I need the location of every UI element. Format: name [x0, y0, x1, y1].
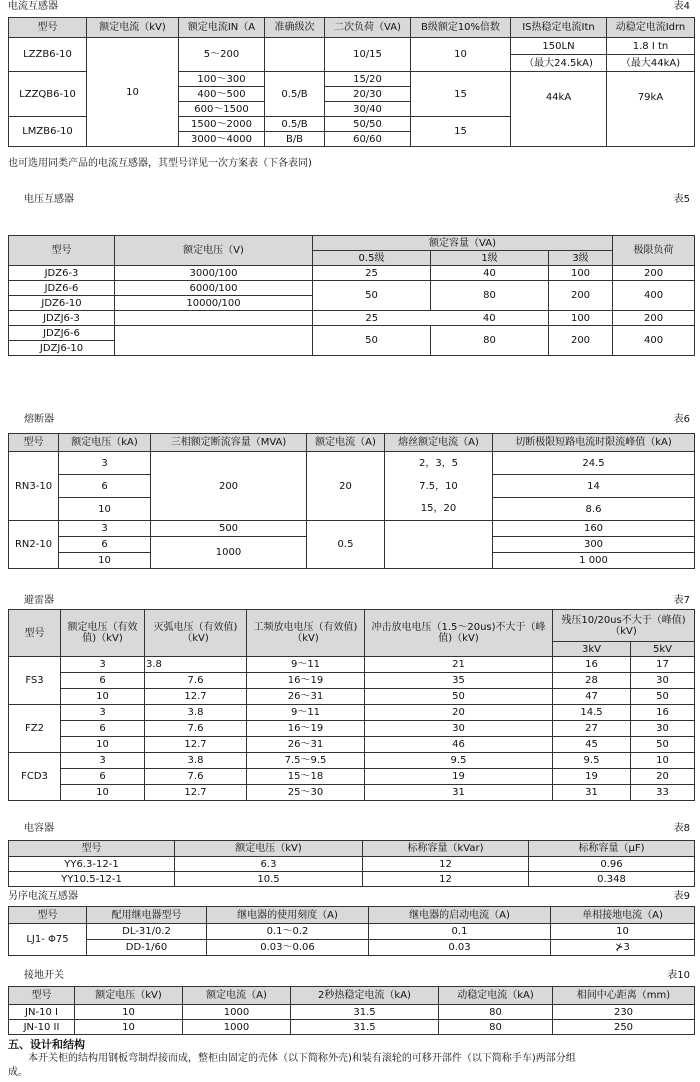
t10-h-thermal: 2秒热稳定电流（kA) — [291, 987, 439, 1005]
t7-cell: 3 — [61, 657, 145, 673]
t7-model-fcd3: FCD3 — [9, 753, 61, 801]
t4-l5: 50/50 — [325, 117, 411, 132]
t5-h-cap: 额定容量（VA) — [313, 236, 613, 251]
t7-cell: 10 — [61, 689, 145, 705]
t4-h-rated-kv: 额定电流（kV) — [87, 18, 179, 38]
table5-head-row — [9, 236, 695, 251]
table-row — [9, 872, 695, 887]
t7-cell: 9.5 — [553, 753, 631, 769]
table4 — [8, 17, 694, 147]
t5-r2-c3: 200 — [549, 281, 613, 311]
t6-fuse1: 2，3，5 — [385, 452, 493, 475]
table-row — [9, 689, 695, 705]
t8-h-model: 型号 — [9, 841, 175, 857]
t4-model-lmzb: LMZB6-10 — [9, 117, 87, 147]
t5-m6: JDZJ6-10 — [9, 341, 115, 356]
table8-header — [8, 822, 694, 836]
t7-cell: 21 — [365, 657, 553, 673]
t5-v5-empty — [115, 326, 313, 356]
t7-h-5kv: 5kV — [631, 642, 695, 657]
t6-fuse2: 7.5，10 — [385, 475, 493, 498]
t7-cell: 16～19 — [247, 673, 365, 689]
t4-in1: 5～200 — [179, 38, 265, 72]
table9 — [8, 906, 694, 956]
t4-th1: 150LN — [511, 38, 607, 55]
t7-cell: 26～31 — [247, 689, 365, 705]
table9-header — [8, 890, 694, 904]
t4-h-load: 二次负荷（VA) — [325, 18, 411, 38]
t7-cell: 3 — [61, 705, 145, 721]
table-row — [9, 785, 695, 801]
t10-cell: 230 — [553, 1005, 695, 1020]
t5-h-volt: 额定电压（V) — [115, 236, 313, 266]
t9-cell: DD-1/60 — [87, 940, 207, 956]
t5-m3: JDZ6-10 — [9, 296, 115, 311]
t4-model-lzzb: LZZB6-10 — [9, 38, 87, 72]
t4-h-thermal: IS热稳定电流Itn — [511, 18, 607, 38]
t7-h-residual: 残压10/20us不大于（峰值)（kV) — [553, 610, 695, 642]
t7-cell: 16 — [553, 657, 631, 673]
t7-cell: 31 — [365, 785, 553, 801]
table-row — [9, 857, 695, 872]
table-row — [9, 924, 695, 940]
table-row — [9, 1005, 695, 1020]
t4-in2: 100～300 — [179, 72, 265, 87]
t7-cell: 7.6 — [145, 769, 247, 785]
t7-cell: 3.8 — [145, 657, 247, 673]
table-row — [9, 311, 695, 326]
table4-head-row — [9, 18, 695, 38]
section5-paragraph — [8, 1052, 694, 1080]
t9-h-scale: 继电器的使用刻度（A) — [207, 907, 369, 924]
t5-r4-c05: 25 — [313, 311, 431, 326]
t7-cell: 20 — [631, 769, 695, 785]
t7-cell: 9.5 — [365, 753, 553, 769]
t7-h-rated: 额定电压（有效值)（kV) — [61, 610, 145, 657]
t7-cell: 45 — [553, 737, 631, 753]
t9-model: LJ1- Φ75 — [9, 924, 87, 956]
t10-cell: 80 — [439, 1005, 553, 1020]
t8-cell: YY6.3-12-1 — [9, 857, 175, 872]
t9-cell: 0.1～0.2 — [207, 924, 369, 940]
t5-r5-c05: 50 — [313, 326, 431, 356]
t5-r5-limit: 400 — [613, 326, 695, 356]
t10-cell: 250 — [553, 1020, 695, 1035]
t5-v4-empty — [115, 311, 313, 326]
table7-title: 避雷器 — [24, 595, 54, 606]
table6-number: 表6 — [673, 414, 690, 425]
table-row — [9, 521, 695, 537]
t9-cell: 0.1 — [369, 924, 551, 940]
t7-cell: 16～19 — [247, 721, 365, 737]
t10-h-volt: 额定电压（kV) — [75, 987, 183, 1005]
table7 — [8, 609, 694, 801]
t6-h-cap: 三相额定断流容量（MVA) — [151, 434, 307, 452]
t7-cell: 15～18 — [247, 769, 365, 785]
t4-l1: 10/15 — [325, 38, 411, 72]
t6-fuse3: 15，20 — [385, 498, 493, 521]
t5-r2-c05: 50 — [313, 281, 431, 311]
t4-in6: 3000～4000 — [179, 132, 265, 147]
t6-v4: 3 — [59, 521, 151, 537]
t6-cur1: 20 — [307, 452, 385, 521]
t4-l6: 60/60 — [325, 132, 411, 147]
t9-h-relay: 配用继电器型号 — [87, 907, 207, 924]
t10-cell: 80 — [439, 1020, 553, 1035]
t7-cell: 50 — [365, 689, 553, 705]
t4-in5: 1500～2000 — [179, 117, 265, 132]
t7-cell: 7.6 — [145, 721, 247, 737]
table6-header — [8, 413, 694, 427]
table-row — [9, 38, 695, 55]
t5-r5-c3: 200 — [549, 326, 613, 356]
t10-cell: 31.5 — [291, 1020, 439, 1035]
t8-cell: 12 — [363, 872, 529, 887]
t7-cell: 10 — [61, 785, 145, 801]
t5-v1: 3000/100 — [115, 266, 313, 281]
t5-r2-limit: 400 — [613, 281, 695, 311]
table4-title: 电流互感器 — [8, 1, 58, 12]
t7-cell: 27 — [553, 721, 631, 737]
t10-cell: 1000 — [183, 1020, 291, 1035]
t4-b3: 15 — [411, 117, 511, 147]
t5-m4: JDZJ6-3 — [9, 311, 115, 326]
t6-peak1: 24.5 — [493, 452, 695, 475]
t7-cell: 46 — [365, 737, 553, 753]
t7-cell: 12.7 — [145, 737, 247, 753]
t6-fuse-empty — [385, 521, 493, 569]
t5-r2-c1: 80 — [431, 281, 549, 311]
t7-cell: 17 — [631, 657, 695, 673]
t6-v3: 10 — [59, 498, 151, 521]
table-row — [9, 940, 695, 956]
t8-cell: 0.96 — [529, 857, 695, 872]
t6-h-model: 型号 — [9, 434, 59, 452]
table5-header — [8, 193, 694, 207]
t7-cell: 3 — [61, 753, 145, 769]
t7-cell: 7.6 — [145, 673, 247, 689]
t5-r4-c1: 40 — [431, 311, 549, 326]
t7-model-fz2: FZ2 — [9, 705, 61, 753]
t7-cell: 19 — [553, 769, 631, 785]
t7-cell: 6 — [61, 769, 145, 785]
t7-h-arc: 灭弧电压（有效值)（kV) — [145, 610, 247, 657]
t6-h-cur: 额定电流（A) — [307, 434, 385, 452]
table10-title: 接地开关 — [24, 970, 64, 981]
t5-h-c3: 3级 — [549, 251, 613, 266]
t7-cell: 26～31 — [247, 737, 365, 753]
t7-cell: 10 — [631, 753, 695, 769]
t4-acc3: B/B — [265, 132, 325, 147]
table-row — [9, 281, 695, 296]
section5-line2: 成。 — [8, 1067, 28, 1078]
t8-cell: YY10.5-12-1 — [9, 872, 175, 887]
t5-m1: JDZ6-3 — [9, 266, 115, 281]
t8-cell: 0.348 — [529, 872, 695, 887]
t5-m5: JDZJ6-6 — [9, 326, 115, 341]
table10 — [8, 986, 694, 1035]
table10-number: 表10 — [667, 970, 690, 981]
t5-r4-limit: 200 — [613, 311, 695, 326]
t6-model-rn3: RN3-10 — [9, 452, 59, 521]
t10-h-cur: 额定电流（A) — [183, 987, 291, 1005]
t9-cell: 0.03 — [369, 940, 551, 956]
table8-title: 电容器 — [24, 823, 54, 834]
t4-acc-empty — [265, 38, 325, 72]
t8-cell: 6.3 — [175, 857, 363, 872]
t9-cell: 0.03～0.06 — [207, 940, 369, 956]
t7-cell: 30 — [631, 673, 695, 689]
t5-h-c05: 0.5级 — [313, 251, 431, 266]
t7-cell: 33 — [631, 785, 695, 801]
table6-title: 熔断器 — [24, 414, 54, 425]
table-row — [9, 266, 695, 281]
t10-cell: 10 — [75, 1020, 183, 1035]
t7-cell: 31 — [553, 785, 631, 801]
t8-cell: 12 — [363, 857, 529, 872]
t5-m2: JDZ6-6 — [9, 281, 115, 296]
t8-h-volt: 额定电压（kV) — [175, 841, 363, 857]
table9-title: 另序电流互感器 — [8, 891, 78, 902]
t6-peak3: 8.6 — [493, 498, 695, 521]
table-row — [9, 737, 695, 753]
t7-cell: 7.5～9.5 — [247, 753, 365, 769]
t6-h-fuse: 熔丝额定电流（A) — [385, 434, 493, 452]
t4-acc1: 0.5/B — [265, 72, 325, 117]
t6-v6: 10 — [59, 553, 151, 569]
t4-h-model: 型号 — [9, 18, 87, 38]
t6-peak6: 1 000 — [493, 553, 695, 569]
t10-cell: 1000 — [183, 1005, 291, 1020]
t4-l3: 20/30 — [325, 87, 411, 102]
t5-v3: 10000/100 — [115, 296, 313, 311]
t7-cell: 25～30 — [247, 785, 365, 801]
t7-cell: 50 — [631, 689, 695, 705]
t7-cell: 12.7 — [145, 785, 247, 801]
t6-v5: 6 — [59, 537, 151, 553]
t4-h-bmult: B级额定10%倍数 — [411, 18, 511, 38]
t8-h-kvar: 标称容量（kVar) — [363, 841, 529, 857]
t4-rated: 10 — [87, 38, 179, 147]
table-row — [9, 721, 695, 737]
t6-cap2: 500 — [151, 521, 307, 537]
t8-h-uf: 标称容量（μF) — [529, 841, 695, 857]
table5-number: 表5 — [673, 194, 690, 205]
t9-h-model: 型号 — [9, 907, 87, 924]
section5-line1: 本开关柜的结构用钢板弯制焊接而成，整柜由固定的壳体（以下简称外壳)和装有滚轮的可移开部件（以下简称手车)两部分组 — [28, 1053, 576, 1064]
t10-h-distance: 相间中心距离（mm) — [553, 987, 695, 1005]
table9-number: 表9 — [673, 891, 690, 902]
t4-b1: 10 — [411, 38, 511, 72]
t6-cur2: 0.5 — [307, 521, 385, 569]
t7-h-3kv: 3kV — [553, 642, 631, 657]
t6-model-rn2: RN2-10 — [9, 521, 59, 569]
t4-th2: 44kA — [511, 72, 607, 147]
table5-title: 电压互感器 — [24, 194, 74, 205]
t7-cell: 3.8 — [145, 705, 247, 721]
t6-v1: 3 — [59, 452, 151, 475]
t7-cell: 9～11 — [247, 657, 365, 673]
t5-h-c1: 1级 — [431, 251, 549, 266]
t9-cell: ⊁3 — [551, 940, 695, 956]
t4-l4: 30/40 — [325, 102, 411, 117]
table7-head-row — [9, 610, 695, 642]
t9-cell: DL-31/0.2 — [87, 924, 207, 940]
t4-th1b: （最大24.5kA) — [511, 55, 607, 72]
table-row — [9, 452, 695, 475]
t9-h-ground: 单相接地电流（A) — [551, 907, 695, 924]
t7-cell: 47 — [553, 689, 631, 705]
t4-h-dynamic: 动稳定电流Idrn — [607, 18, 695, 38]
t7-cell: 16 — [631, 705, 695, 721]
t6-h-volt: 额定电压（kA) — [59, 434, 151, 452]
t7-cell: 28 — [553, 673, 631, 689]
t4-dy1: 1.8 I tn — [607, 38, 695, 55]
table5 — [8, 235, 694, 356]
t10-cell: 31.5 — [291, 1005, 439, 1020]
t7-cell: 3.8 — [145, 753, 247, 769]
t4-dy2: 79kA — [607, 72, 695, 147]
table-row — [9, 769, 695, 785]
table6 — [8, 433, 694, 569]
t10-h-dynamic: 动稳定电流（kA) — [439, 987, 553, 1005]
table10-head-row — [9, 987, 695, 1005]
t6-peak4: 160 — [493, 521, 695, 537]
t7-cell: 9～11 — [247, 705, 365, 721]
t7-cell: 14.5 — [553, 705, 631, 721]
table-row — [9, 673, 695, 689]
t4-b2: 15 — [411, 72, 511, 117]
table-row — [9, 657, 695, 673]
t10-cell: JN-10 II — [9, 1020, 75, 1035]
t7-h-model: 型号 — [9, 610, 61, 657]
t7-cell: 10 — [61, 737, 145, 753]
t10-h-model: 型号 — [9, 987, 75, 1005]
t9-cell: 10 — [551, 924, 695, 940]
t10-cell: JN-10 I — [9, 1005, 75, 1020]
table-row — [9, 326, 695, 341]
t4-model-lzzqb: LZZQB6-10 — [9, 72, 87, 117]
table7-header — [8, 594, 694, 608]
table-row — [9, 753, 695, 769]
t4-in3: 400～500 — [179, 87, 265, 102]
t4-acc2: 0.5/B — [265, 117, 325, 132]
t6-cap1: 200 — [151, 452, 307, 521]
section5-heading: 五、设计和结构 — [8, 1038, 85, 1051]
t4-l2: 15/20 — [325, 72, 411, 87]
table10-header — [8, 969, 694, 983]
t5-v2: 6000/100 — [115, 281, 313, 296]
t5-r5-c1: 80 — [431, 326, 549, 356]
table8-head-row — [9, 841, 695, 857]
t6-h-peak: 切断极限短路电流时限流峰值（kA) — [493, 434, 695, 452]
t7-cell: 12.7 — [145, 689, 247, 705]
table8-number: 表8 — [673, 823, 690, 834]
table7-number: 表7 — [673, 595, 690, 606]
t7-cell: 20 — [365, 705, 553, 721]
t7-h-impulse: 冲击放电电压（1.5～20us)不大于（峰值)（kV) — [365, 610, 553, 657]
table-row — [9, 705, 695, 721]
t5-h-model: 型号 — [9, 236, 115, 266]
t7-cell: 50 — [631, 737, 695, 753]
t7-cell: 6 — [61, 721, 145, 737]
note-text: 也可选用同类产品的电流互感器，其型号详见一次方案表（下各表同) — [8, 158, 312, 169]
t7-cell: 35 — [365, 673, 553, 689]
t7-cell: 19 — [365, 769, 553, 785]
t5-r1-c3: 100 — [549, 266, 613, 281]
t6-v2: 6 — [59, 475, 151, 498]
table8 — [8, 840, 694, 887]
t6-peak2: 14 — [493, 475, 695, 498]
t7-cell: 6 — [61, 673, 145, 689]
t5-r4-c3: 100 — [549, 311, 613, 326]
t5-r1-c1: 40 — [431, 266, 549, 281]
t5-r1-limit: 200 — [613, 266, 695, 281]
t10-cell: 10 — [75, 1005, 183, 1020]
t5-h-limit: 极限负荷 — [613, 236, 695, 266]
t7-h-power: 工频放电电压（有效值)（kV) — [247, 610, 365, 657]
t4-h-rated-in: 额定电流IN（A — [179, 18, 265, 38]
t8-cell: 10.5 — [175, 872, 363, 887]
t5-r1-c05: 25 — [313, 266, 431, 281]
table-row — [9, 1020, 695, 1035]
t4-h-accuracy: 准确级次 — [265, 18, 325, 38]
t7-cell: 30 — [631, 721, 695, 737]
t9-h-start: 继电器的启动电流（A) — [369, 907, 551, 924]
table6-head-row — [9, 434, 695, 452]
t7-cell: 30 — [365, 721, 553, 737]
t4-in4: 600～1500 — [179, 102, 265, 117]
table4-header — [8, 0, 694, 14]
t7-model-fs3: FS3 — [9, 657, 61, 705]
t6-peak5: 300 — [493, 537, 695, 553]
t6-cap3: 1000 — [151, 537, 307, 569]
table9-head-row — [9, 907, 695, 924]
table4-number: 表4 — [673, 1, 690, 12]
t4-dy1b: （最大44kA) — [607, 55, 695, 72]
